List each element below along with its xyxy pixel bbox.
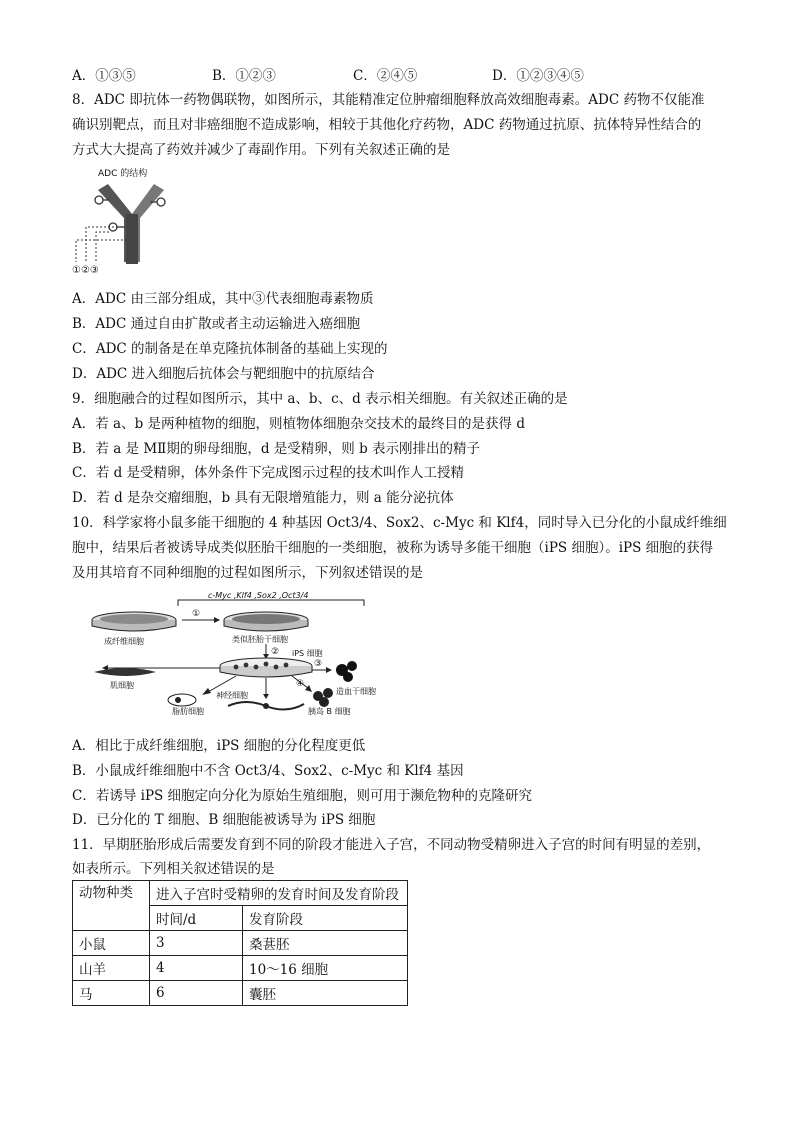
table-row <box>73 931 408 956</box>
col-stage-header: 发育阶段 <box>243 906 408 931</box>
cell-animal: 小鼠 <box>73 931 150 956</box>
q9-option-c[interactable]: C．若 d 是受精卵，体外条件下完成图示过程的技术叫作人工授精 <box>72 465 465 481</box>
adc-part-labels: ①②③ <box>72 265 99 276</box>
muscle-label: 肌细胞 <box>110 681 134 690</box>
islet-label: 胰岛 B 细胞 <box>308 707 351 716</box>
ips-label: iPS 细胞 <box>292 649 323 658</box>
drug-conjugate-right <box>157 198 165 206</box>
adc-figure-title: ADC 的结构 <box>98 169 148 179</box>
q8-option-d[interactable]: D．ADC 进入细胞后抗体会与靶细胞中的抗原结合 <box>72 366 375 382</box>
cell-time: 6 <box>150 981 243 1006</box>
muscle-cell-shape <box>94 668 156 676</box>
ips-process-figure <box>86 590 416 720</box>
q10-stem-line-1: 10．科学家将小鼠多能干细胞的 4 种基因 Oct3/4、Sox2、c-Myc 和 Klf4，同时导入已分化的小鼠成纤维细 <box>72 515 727 531</box>
step-4-label: ④ <box>296 679 305 689</box>
cell-stage: 10～16 细胞 <box>243 956 408 981</box>
fibroblast-label: 成纤维细胞 <box>104 637 144 646</box>
step-1-label: ① <box>192 609 201 619</box>
cell-time: 4 <box>150 956 243 981</box>
cell-time: 3 <box>150 931 243 956</box>
embryo-table <box>72 880 408 1006</box>
group-header: 进入子宫时受精卵的发育时间及发育阶段 <box>150 881 408 906</box>
q8-option-a[interactable]: A．ADC 由三部分组成，其中③代表细胞毒素物质 <box>72 291 374 307</box>
q10-option-a[interactable]: A．相比于成纤维细胞，iPS 细胞的分化程度更低 <box>72 738 366 754</box>
q9-option-b[interactable]: B．若 a 是 MⅡ期的卵母细胞，d 是受精卵，则 b 表示刚排出的精子 <box>72 441 480 457</box>
cell-stage: 桑葚胚 <box>243 931 408 956</box>
q9-stem: 9．细胞融合的过程如图所示，其中 a、b、c、d 表示相关细胞。有关叙述正确的是 <box>72 391 568 407</box>
q7-option-b[interactable]: B．①②③ <box>212 68 276 84</box>
q10-stem-line-2: 胞中，结果后者被诱导成类似胚胎干细胞的一类细胞，被称为诱导多能干细胞（iPS 细胞）。iPS 细胞的获得 <box>72 540 714 556</box>
q7-option-a[interactable]: A．①③⑤ <box>72 68 136 84</box>
q11-stem-line-2: 如表所示。下列相关叙述错误的是 <box>72 861 275 877</box>
q8-stem-line-3: 方式大大提高了药效并减少了毒副作用。下列有关叙述正确的是 <box>72 142 450 158</box>
blood-cells-shape <box>336 661 357 682</box>
step-3-label: ③ <box>314 659 323 669</box>
blood-label: 造血干细胞 <box>336 687 376 696</box>
antibody-stem <box>126 214 138 264</box>
adc-structure-figure <box>72 162 182 277</box>
table-row <box>73 956 408 981</box>
cell-stage: 囊胚 <box>243 981 408 1006</box>
q10-stem-line-3: 及用其培育不同种细胞的过程如图所示，下列叙述错误的是 <box>72 565 423 581</box>
q8-option-c[interactable]: C．ADC 的制备是在单克隆抗体制备的基础上实现的 <box>72 341 388 357</box>
step-2-label: ② <box>271 647 280 657</box>
q8-option-b[interactable]: B．ADC 通过自由扩散或者主动运输进入癌细胞 <box>72 316 361 332</box>
cell-animal: 马 <box>73 981 150 1006</box>
q7-option-d[interactable]: D．①②③④⑤ <box>492 68 584 84</box>
q9-option-a[interactable]: A．若 a、b 是两种植物的细胞，则植物体细胞杂交技术的最终目的是获得 d <box>72 416 525 432</box>
drug-conjugate-left <box>95 196 103 204</box>
islet-cells-shape <box>313 688 333 707</box>
q10-option-b[interactable]: B．小鼠成纤维细胞中不含 Oct3/4、Sox2、c-Myc 和 Klf4 基因 <box>72 763 464 779</box>
es-like-label: 类似胚胎干细胞 <box>232 635 288 644</box>
q7-option-c[interactable]: C．②④⑤ <box>353 68 418 84</box>
q9-option-d[interactable]: D．若 d 是杂交瘤细胞，b 具有无限增殖能力，则 a 能分泌抗体 <box>72 490 454 506</box>
table-row <box>73 981 408 1006</box>
genes-label: c-Myc ,Klf4 ,Sox2 ,Oct3/4 <box>208 591 309 600</box>
col-time-header: 时间/d <box>150 906 243 931</box>
fat-label: 脂肪细胞 <box>172 707 204 716</box>
fat-cell-shape <box>168 694 196 706</box>
q8-stem-line-1: 8．ADC 即抗体一药物偶联物，如图所示，其能精准定位肿瘤细胞释放高效细胞毒素。ADC 药物不仅能准 <box>72 92 705 108</box>
col-animal-header: 动物种类 <box>73 881 150 931</box>
q10-option-d[interactable]: D．已分化的 T 细胞、B 细胞能被诱导为 iPS 细胞 <box>72 812 376 828</box>
table-header-row <box>73 881 408 906</box>
nerve-label: 神经细胞 <box>216 691 248 700</box>
q8-stem-line-2: 确识别靶点，而且对非癌细胞不造成影响，相较于其他化疗药物，ADC 药物通过抗原、抗体特异性结合的 <box>72 117 702 133</box>
q10-option-c[interactable]: C．若诱导 iPS 细胞定向分化为原始生殖细胞，则可用于濒危物种的克隆研究 <box>72 788 533 804</box>
q11-stem-line-1: 11．早期胚胎形成后需要发育到不同的阶段才能进入子宫，不同动物受精卵进入子宫的时间有明显的差别， <box>72 837 711 853</box>
cell-animal: 山羊 <box>73 956 150 981</box>
